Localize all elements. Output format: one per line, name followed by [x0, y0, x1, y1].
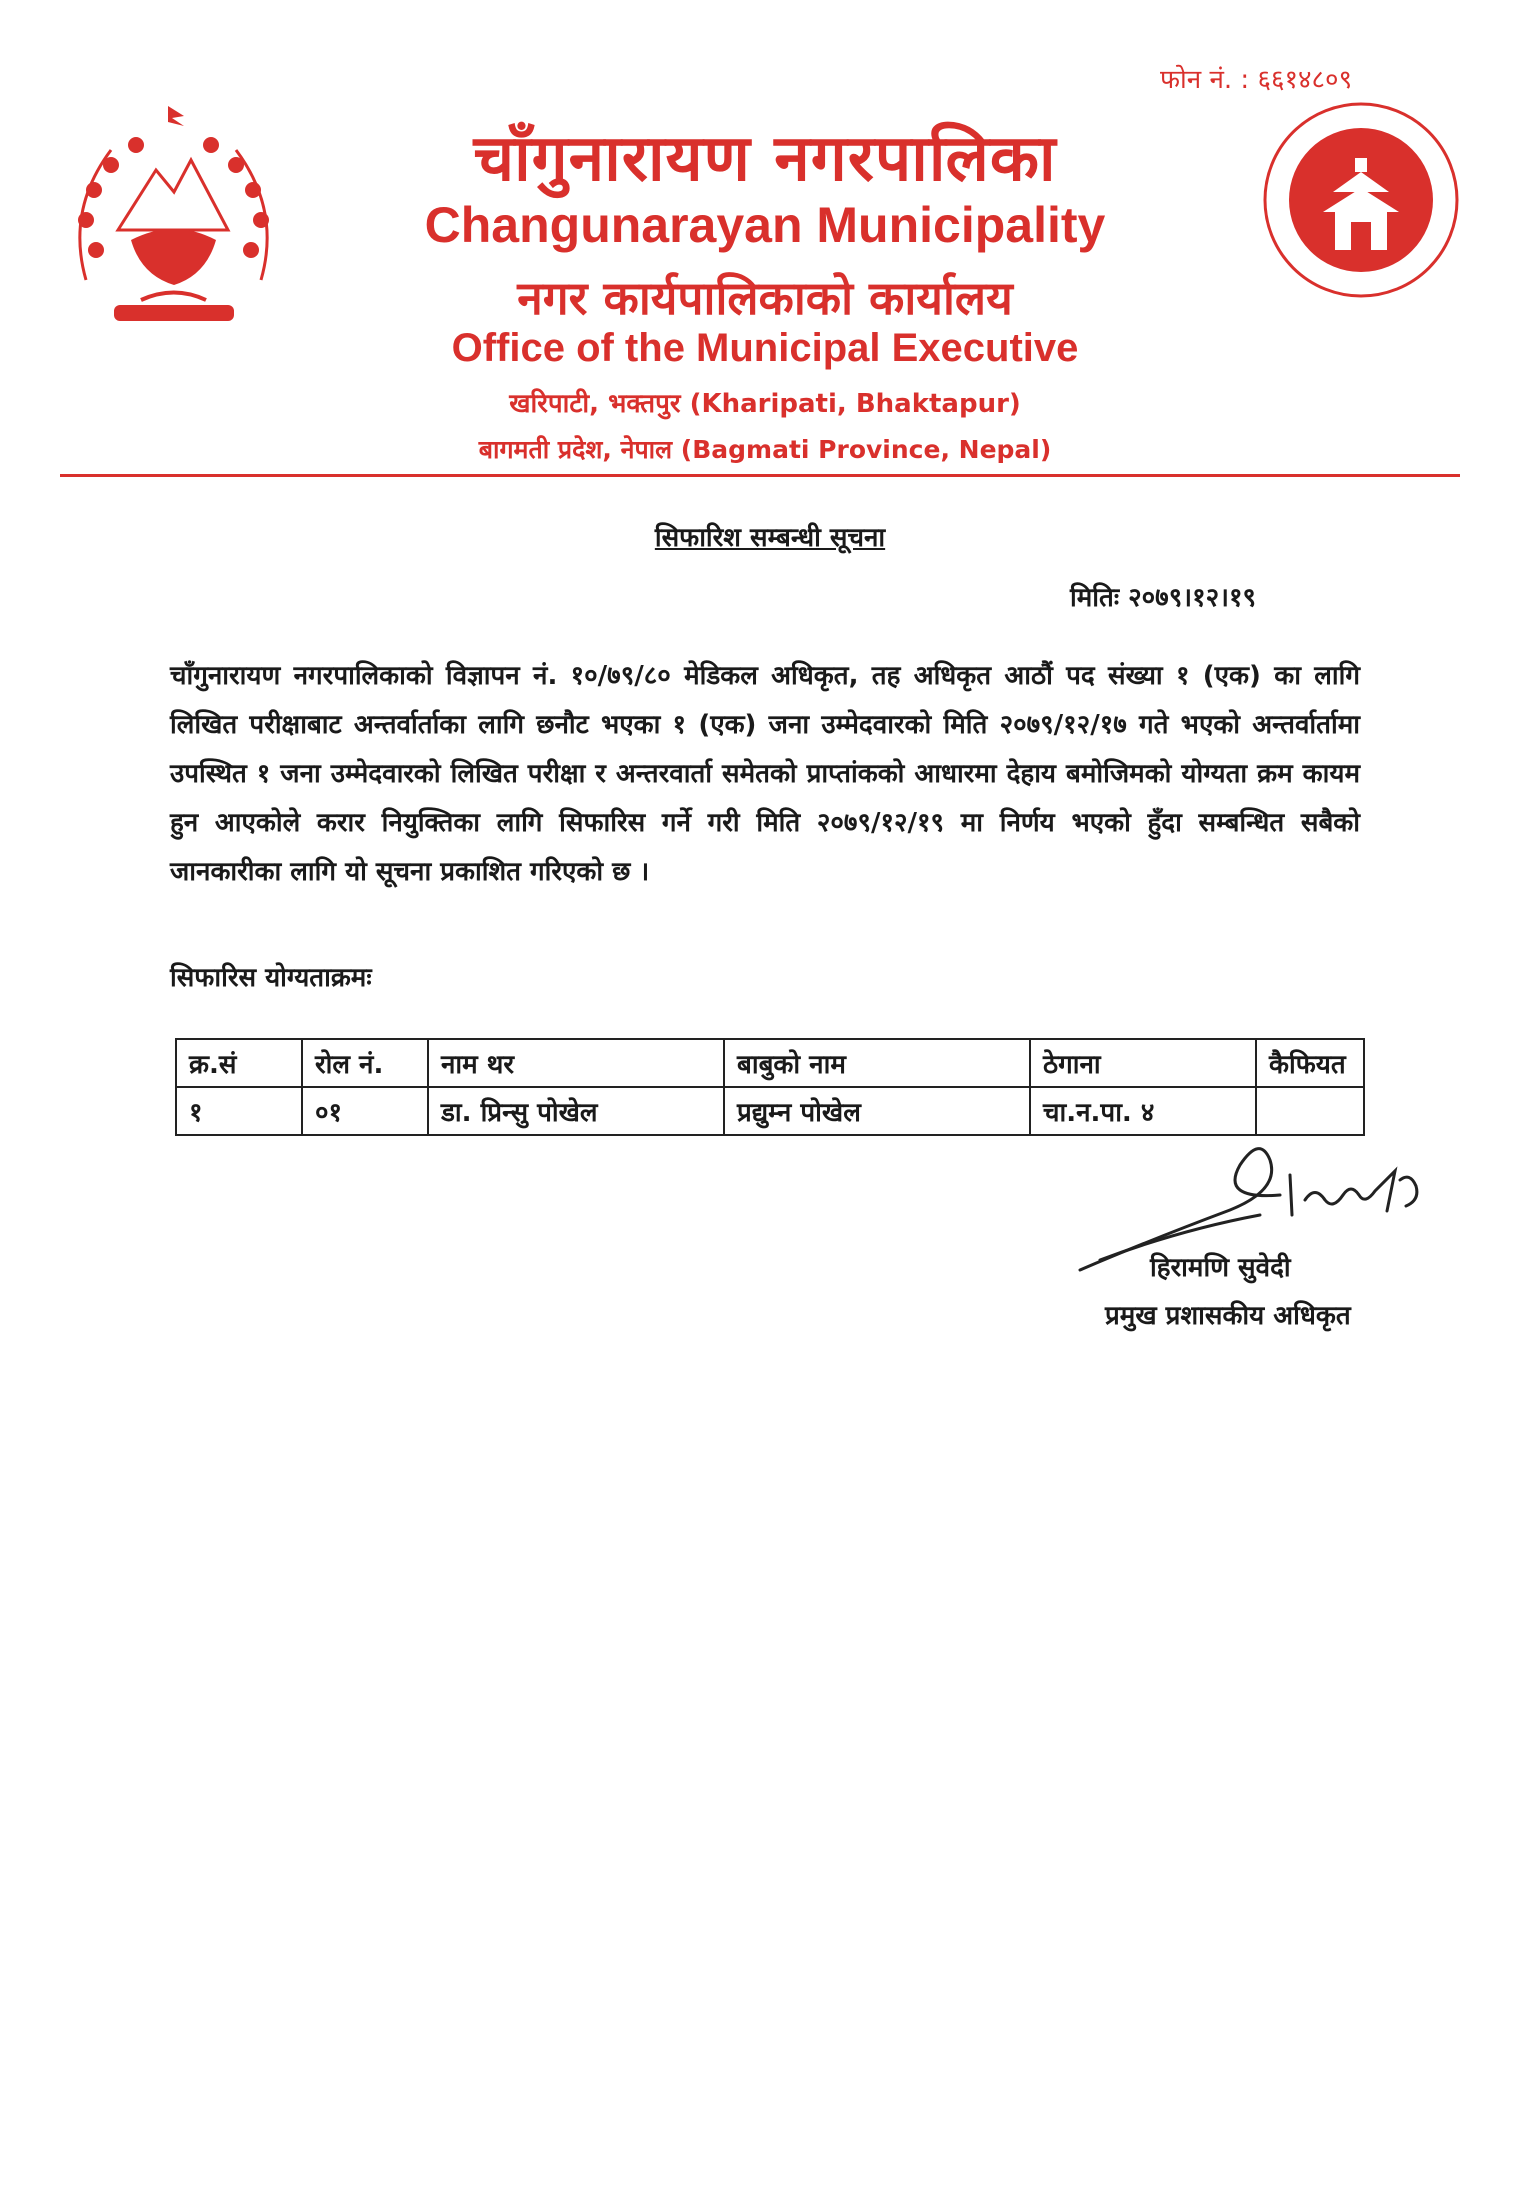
notice-date: मितिः २०७९।१२।१९ — [1070, 583, 1257, 613]
office-address: खरिपाटी, भक्तपुर (Kharipati, Bhaktapur) — [509, 389, 1021, 419]
signatory-name: हिरामणि सुवेदी — [1150, 1253, 1291, 1283]
header-father-name: बाबुको नाम — [724, 1039, 1030, 1087]
header-name: नाम थर — [428, 1039, 724, 1087]
merit-list-heading: सिफारिस योग्यताक्रमः — [170, 963, 372, 993]
municipality-name-nepali: चाँगुनारायण नगरपालिका — [473, 121, 1057, 196]
office-name-english: Office of the Municipal Executive — [451, 326, 1079, 370]
cell-name: डा. प्रिन्सु पोखेल — [428, 1087, 724, 1135]
header-remarks: कैफियत — [1256, 1039, 1364, 1087]
notice-body: चाँगुनारायण नगरपालिकाको विज्ञापन नं. १०/७९/८० मेडिकल अधिकृत, तह अधिकृत आठौं पद संख्या १ (एक) का लागि लिखित परीक्षाबाट अन्तर्वार्ताका लागि छनौट भएका १ (एक) जना उम्मेदवारको मिति २०७९/१२/१७ गते भएको अन्तर्वार्तामा उपस्थित १ जना उम्मेदवारको लिखित परीक्षा र अन्तरवार्ता समेतको प्राप्तांकको आधारमा देहाय बमोजिमको योग्यता क्रम कायम हुन आएकोले करार नियुक्तिका लागि सिफारिस गर्ने गरी मिति २०७९/१२/१९ मा निर्णय भएको हुँदा सम्बन्धित सबैको जानकारीका लागि यो सूचना प्रकाशित गरिएको छ । — [170, 661, 1360, 887]
cell-address: चा.न.पा. ४ — [1030, 1087, 1256, 1135]
header-address: ठेगाना — [1030, 1039, 1256, 1087]
header-divider — [60, 474, 1460, 477]
office-name-nepali: नगर कार्यपालिकाको कार्यालय — [517, 271, 1013, 325]
phone-number: फोन नं. : ६६१४८०९ — [1160, 65, 1353, 95]
notice-title: सिफारिश सम्बन्धी सूचना — [654, 523, 886, 553]
header-roll: रोल नं. — [302, 1039, 428, 1087]
municipality-seal — [1243, 100, 1478, 300]
signatory-title: प्रमुख प्रशासकीय अधिकृत — [1105, 1301, 1351, 1331]
municipality-name-english: Changunarayan Municipality — [424, 197, 1106, 253]
table-header-row — [176, 1039, 1364, 1087]
nepal-emblem-logo — [56, 100, 291, 335]
header-serial: क्र.सं — [176, 1039, 302, 1087]
cell-serial: १ — [176, 1087, 302, 1135]
office-province: बागमती प्रदेश, नेपाल (Bagmati Province, Nepal) — [478, 435, 1052, 464]
cell-father-name: प्रद्युम्न पोखेल — [724, 1087, 1030, 1135]
cell-roll: ०१ — [302, 1087, 428, 1135]
